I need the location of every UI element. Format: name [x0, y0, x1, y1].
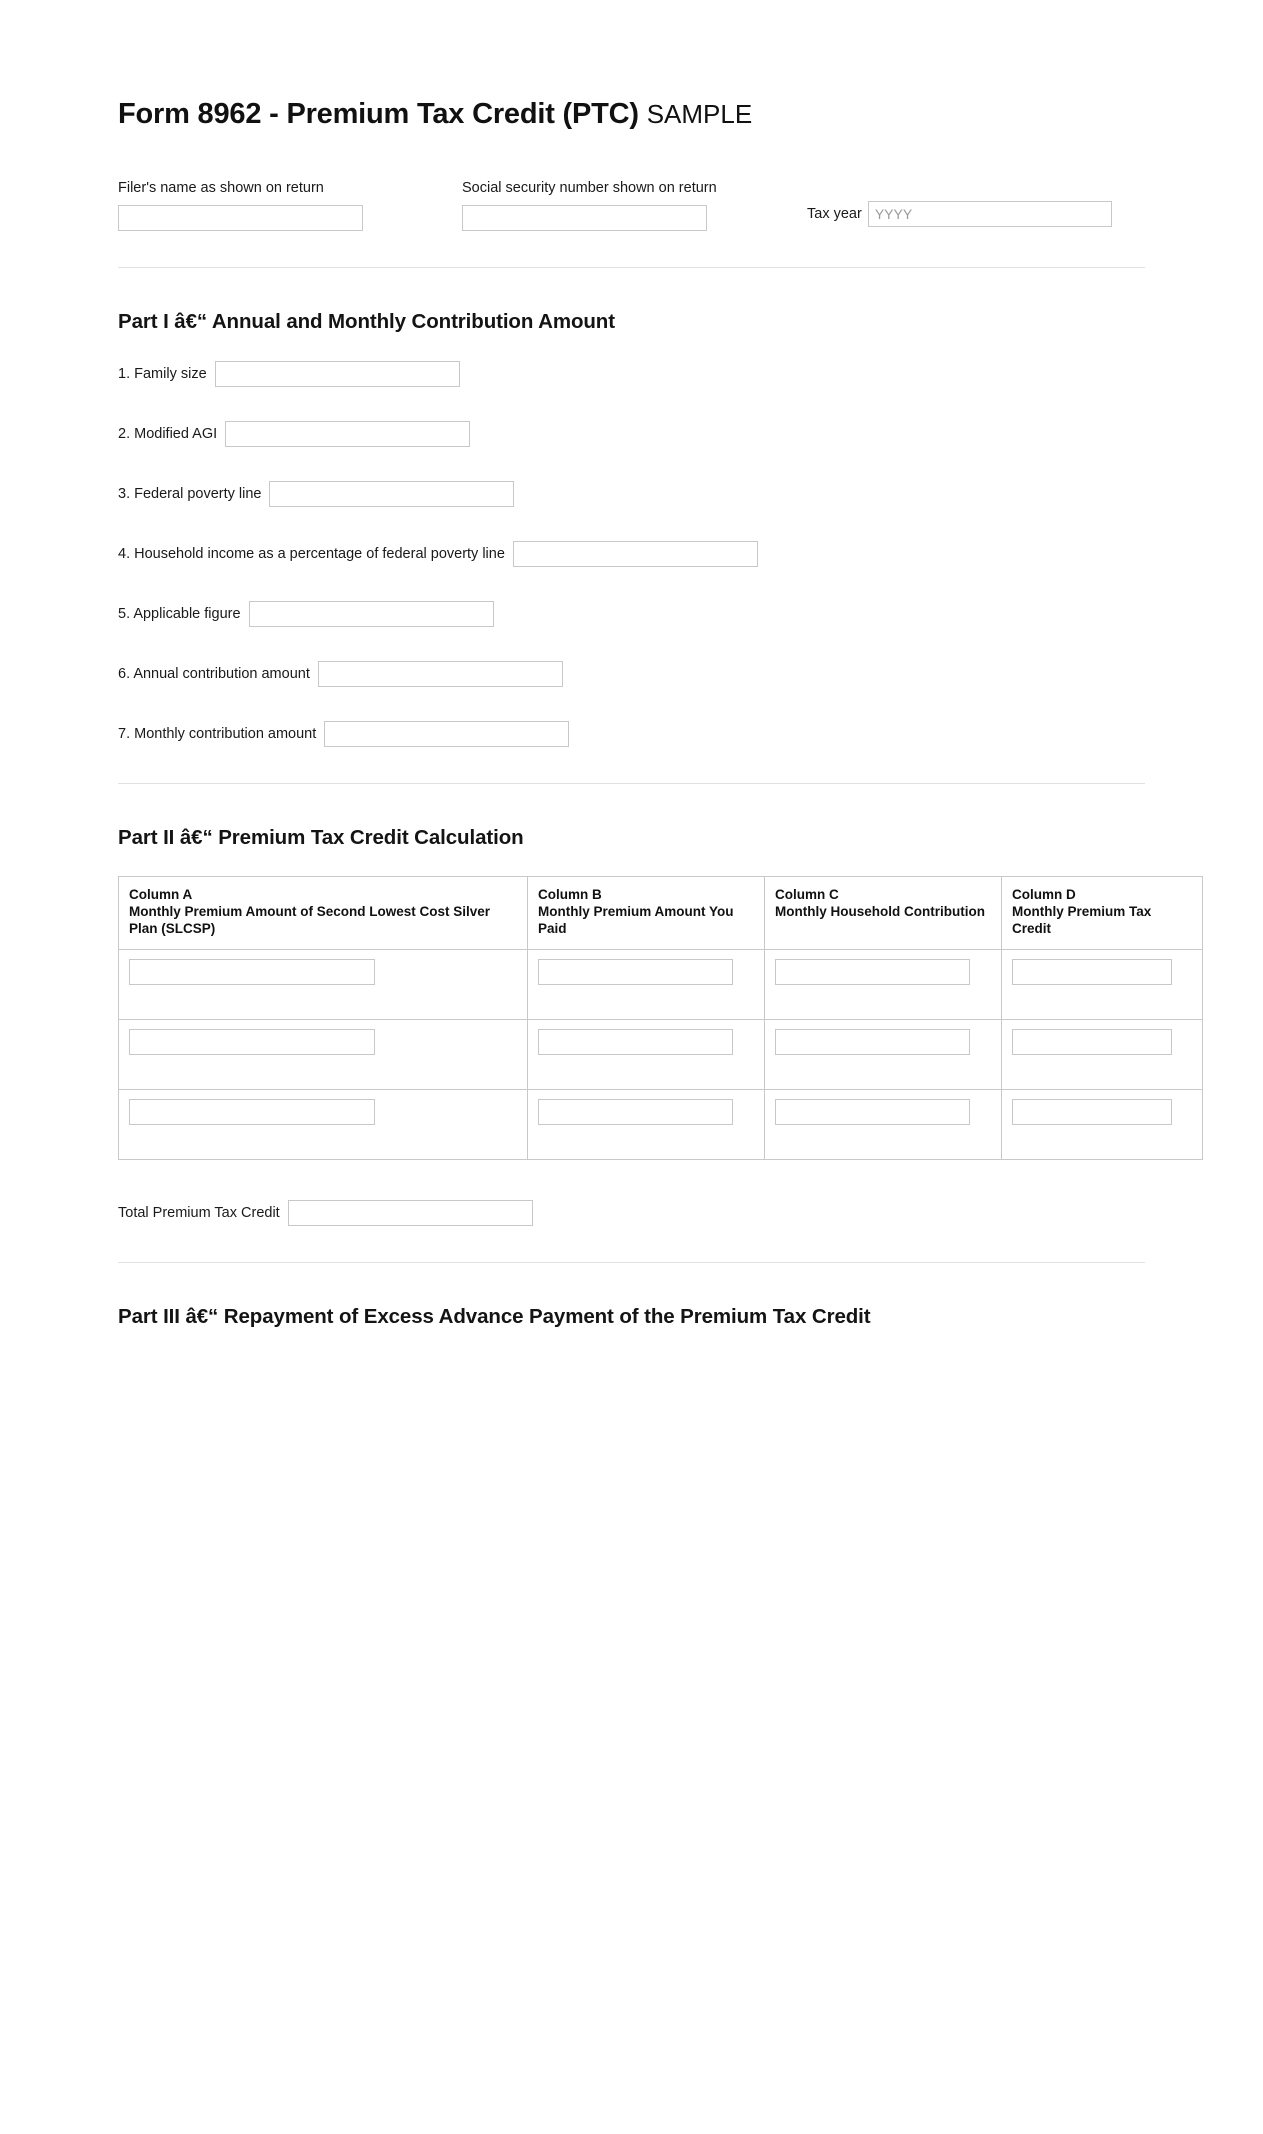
page-title-sample-badge: SAMPLE	[646, 99, 753, 129]
filer-identity-row	[118, 179, 1145, 231]
row-3-column-b-input[interactable]	[538, 1099, 733, 1125]
tax-year-input[interactable]	[868, 201, 1112, 227]
line-5-label: 5. Applicable figure	[118, 605, 241, 622]
page-title	[118, 96, 1145, 132]
row-2-cell-b	[528, 1019, 765, 1089]
row-2-column-d-input[interactable]	[1012, 1029, 1172, 1055]
column-b-name: Monthly Premium Amount You Paid	[538, 904, 734, 937]
table-header-row	[119, 877, 1203, 949]
line-row-2	[118, 420, 1145, 447]
line-5-input[interactable]	[249, 601, 494, 627]
line-row-3	[118, 480, 1145, 507]
row-1-cell-b	[528, 949, 765, 1019]
line-row-5	[118, 600, 1145, 627]
column-a-tag: Column A	[129, 887, 193, 903]
row-3-column-a-input[interactable]	[129, 1099, 375, 1125]
line-4-input[interactable]	[513, 541, 758, 567]
row-3-cell-d	[1002, 1089, 1203, 1159]
table-header	[119, 877, 1203, 949]
filer-name-field-group	[118, 179, 462, 231]
tax-year-label: Tax year	[807, 206, 862, 223]
page-title-main: Form 8962 - Premium Tax Credit (PTC)	[118, 98, 639, 130]
column-d-name: Monthly Premium Tax Credit	[1012, 904, 1152, 937]
row-3-cell-b	[528, 1089, 765, 1159]
column-b-header	[528, 877, 765, 949]
part-i-heading: Part I â€“ Annual and Monthly Contribution Amount	[118, 310, 615, 334]
line-2-input[interactable]	[225, 421, 470, 447]
line-row-1	[118, 360, 1145, 387]
line-6-input[interactable]	[318, 661, 563, 687]
column-c-name: Monthly Household Contribution	[775, 904, 985, 920]
row-1-column-d-input[interactable]	[1012, 959, 1172, 985]
row-2-cell-d	[1002, 1019, 1203, 1089]
tax-year-field-group	[807, 201, 1112, 227]
row-2-column-a-input[interactable]	[129, 1029, 375, 1055]
divider-after-part-ii	[118, 1262, 1145, 1263]
line-4-label: 4. Household income as a percentage of federal poverty line	[118, 545, 505, 562]
part-i-lines	[118, 360, 1145, 747]
table-body	[119, 949, 1203, 1159]
line-row-4	[118, 540, 1145, 567]
table-row	[119, 949, 1203, 1019]
row-3-column-c-input[interactable]	[775, 1099, 970, 1125]
total-premium-tax-credit-label: Total Premium Tax Credit	[118, 1204, 280, 1221]
row-3-cell-a	[119, 1089, 528, 1159]
part-ii-heading: Part II â€“ Premium Tax Credit Calculation	[118, 826, 524, 850]
filer-name-label: Filer's name as shown on return	[118, 180, 324, 197]
row-1-cell-a	[119, 949, 528, 1019]
ssn-label: Social security number shown on return	[462, 180, 717, 197]
line-1-label: 1. Family size	[118, 365, 207, 382]
total-premium-tax-credit-input[interactable]	[288, 1200, 533, 1226]
divider-after-part-i	[118, 783, 1145, 784]
total-premium-tax-credit-row	[118, 1200, 1145, 1226]
row-2-column-c-input[interactable]	[775, 1029, 970, 1055]
line-7-input[interactable]	[324, 721, 569, 747]
column-b-tag: Column B	[538, 887, 602, 903]
row-1-column-a-input[interactable]	[129, 959, 375, 985]
part-iii-heading: Part III â€“ Repayment of Excess Advance Payment of the Premium Tax Credit	[118, 1304, 871, 1328]
line-1-input[interactable]	[215, 361, 460, 387]
premium-tax-credit-table	[118, 876, 1203, 1159]
line-7-label: 7. Monthly contribution amount	[118, 725, 317, 742]
row-1-cell-c	[765, 949, 1002, 1019]
ssn-input[interactable]	[462, 205, 707, 231]
row-3-column-d-input[interactable]	[1012, 1099, 1172, 1125]
line-3-input[interactable]	[269, 481, 514, 507]
column-c-tag: Column C	[775, 887, 839, 903]
column-a-name: Monthly Premium Amount of Second Lowest Cost Silver Plan (SLCSP)	[129, 904, 491, 937]
column-d-tag: Column D	[1012, 887, 1076, 903]
divider-after-header	[118, 267, 1145, 268]
line-6-label: 6. Annual contribution amount	[118, 665, 310, 682]
row-1-column-b-input[interactable]	[538, 959, 733, 985]
row-1-column-c-input[interactable]	[775, 959, 970, 985]
row-1-cell-d	[1002, 949, 1203, 1019]
column-a-header	[119, 877, 528, 949]
table-row	[119, 1019, 1203, 1089]
line-row-7	[118, 720, 1145, 747]
filer-name-input[interactable]	[118, 205, 363, 231]
line-2-label: 2. Modified AGI	[118, 425, 218, 442]
column-d-header	[1002, 877, 1203, 949]
ssn-field-group	[462, 179, 807, 231]
line-3-label: 3. Federal poverty line	[118, 485, 262, 502]
row-2-cell-c	[765, 1019, 1002, 1089]
column-c-header	[765, 877, 1002, 949]
row-3-cell-c	[765, 1089, 1002, 1159]
row-2-cell-a	[119, 1019, 528, 1089]
row-2-column-b-input[interactable]	[538, 1029, 733, 1055]
table-row	[119, 1089, 1203, 1159]
line-row-6	[118, 660, 1145, 687]
